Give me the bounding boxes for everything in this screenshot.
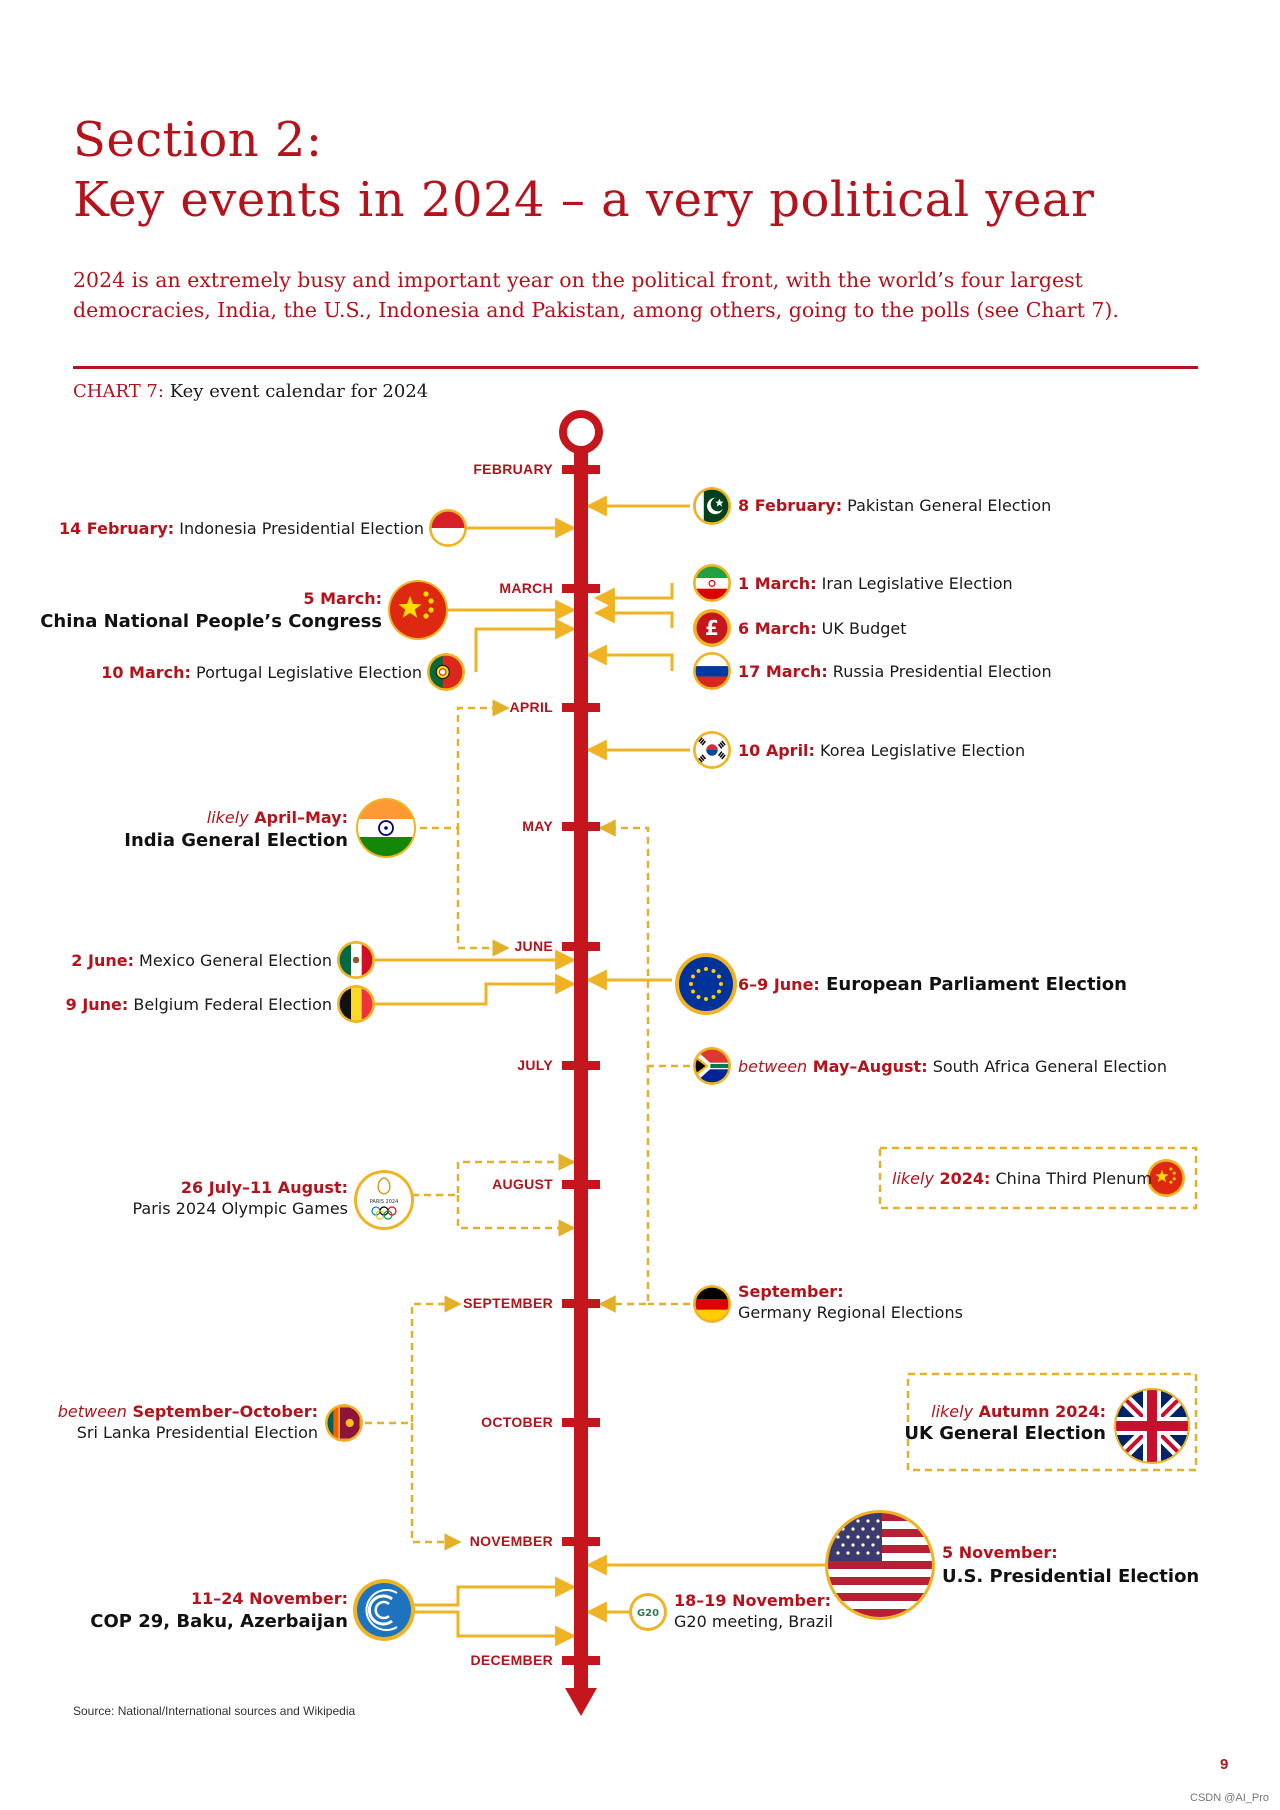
month-label-may: MAY	[522, 818, 553, 834]
event-date: 17 March:	[738, 662, 828, 681]
korea-flag-icon	[693, 731, 731, 769]
pound-icon	[693, 609, 731, 647]
eu-flag-icon	[675, 953, 737, 1015]
event-text: China Third Plenum	[990, 1169, 1152, 1188]
china-flag-icon	[388, 580, 448, 640]
event-pakistan	[738, 496, 1051, 515]
event-g20-text: G20 meeting, Brazil	[674, 1612, 833, 1631]
china-flag-icon	[1147, 1159, 1185, 1197]
us-flag-icon	[825, 1510, 935, 1620]
event-date: Autumn 2024:	[973, 1402, 1106, 1421]
event-sri-lanka-date	[58, 1402, 318, 1421]
month-label-february: FEBRUARY	[473, 461, 553, 477]
event-olympics-date	[181, 1178, 348, 1197]
section-title: Section 2:	[73, 112, 323, 168]
axis-arrow-icon	[565, 1688, 597, 1716]
event-iran	[738, 574, 1013, 593]
event-qualifier: likely	[206, 808, 249, 827]
source-note: Source: National/International sources and Wikipedia	[73, 1704, 356, 1718]
event-eu	[738, 974, 1127, 995]
event-date: 18–19 November:	[674, 1591, 832, 1610]
event-date: 6 March:	[738, 619, 817, 638]
watermark: CSDN @AI_Pro	[1190, 1792, 1270, 1804]
event-text: UK Budget	[816, 619, 907, 638]
event-date: 6–9 June:	[738, 975, 820, 994]
page-heading: Key events in 2024 – a very political year	[73, 172, 1095, 228]
event-russia	[738, 662, 1052, 681]
axis-start-circle	[563, 414, 599, 450]
event-portugal	[101, 663, 422, 682]
month-label-december: DECEMBER	[470, 1652, 553, 1668]
event-china-npc-text: China National People’s Congress	[40, 611, 382, 632]
event-text: Indonesia Presidential Election	[174, 519, 424, 538]
event-uk-election-text: UK General Election	[904, 1423, 1106, 1444]
event-date: 2024:	[933, 1169, 991, 1188]
month-label-june: JUNE	[514, 938, 553, 954]
event-cop29-text: COP 29, Baku, Azerbaijan	[90, 1611, 348, 1632]
event-korea	[738, 741, 1025, 760]
month-label-april: APRIL	[509, 699, 553, 715]
uk-flag-icon	[1114, 1388, 1190, 1464]
event-india-date	[207, 808, 348, 827]
event-date: 9 June:	[65, 995, 129, 1014]
mexico-flag-icon	[337, 941, 375, 979]
indonesia-flag-icon	[429, 509, 467, 547]
event-date: May–August:	[807, 1057, 928, 1076]
portugal-flag-icon	[427, 653, 465, 691]
event-belgium	[66, 995, 332, 1014]
event-text: Pakistan General Election	[842, 496, 1052, 515]
event-date: 11–24 November:	[190, 1589, 348, 1608]
event-olympics-text: Paris 2024 Olympic Games	[132, 1199, 348, 1218]
event-text: Iran Legislative Election	[816, 574, 1013, 593]
event-us-date	[942, 1543, 1058, 1562]
chart-title: Key event calendar for 2024	[169, 381, 429, 402]
intro-paragraph: 2024 is an extremely busy and important year on the political front, with the world’s four largest democracies, India, the U.S., Indonesia and Pakistan, among others, going to the polls (see Chart 7).	[73, 268, 1119, 322]
event-qualifier: between	[738, 1057, 808, 1076]
month-label-july: JULY	[517, 1057, 553, 1073]
month-label-september: SEPTEMBER	[463, 1295, 553, 1311]
event-date: 10 April:	[738, 741, 815, 760]
event-qualifier: likely	[931, 1402, 974, 1421]
event-date: 5 November:	[942, 1543, 1058, 1562]
event-cop29-date	[191, 1589, 348, 1608]
iran-flag-icon	[693, 564, 731, 602]
event-date: 8 February:	[738, 496, 843, 515]
event-germany-date	[738, 1282, 844, 1301]
event-sri-lanka-text: Sri Lanka Presidential Election	[76, 1423, 318, 1442]
germany-flag-icon	[693, 1285, 731, 1323]
event-date: April–May:	[248, 808, 348, 827]
south-africa-flag-icon	[693, 1047, 731, 1085]
event-south-africa	[738, 1057, 1167, 1076]
event-date: September–October:	[126, 1402, 318, 1421]
belgium-flag-icon	[337, 985, 375, 1023]
event-text: Belgium Federal Election	[128, 995, 332, 1014]
event-qualifier: between	[57, 1402, 127, 1421]
event-mexico	[71, 951, 332, 970]
event-india-text: India General Election	[124, 830, 348, 851]
page-number: 9	[1220, 1756, 1229, 1773]
event-date: September:	[738, 1282, 844, 1301]
event-g20-date	[674, 1591, 831, 1610]
g20-logo-text: G20	[636, 1608, 660, 1619]
event-text: Mexico General Election	[133, 951, 332, 970]
event-text: Russia Presidential Election	[827, 662, 1052, 681]
event-uk-election-date	[931, 1402, 1106, 1421]
svg-text:£: £	[705, 616, 719, 640]
sri-lanka-flag-icon	[325, 1404, 363, 1442]
event-text: South Africa General Election	[927, 1057, 1167, 1076]
event-us-text: U.S. Presidential Election	[942, 1566, 1200, 1587]
event-qualifier: likely	[892, 1169, 934, 1188]
event-text: European Parliament Election	[819, 974, 1127, 995]
event-date: 26 July–11 August:	[180, 1178, 348, 1197]
olympics-logo-text: PARIS 2024	[369, 1199, 399, 1205]
india-flag-icon	[356, 798, 416, 858]
month-label-march: MARCH	[499, 580, 553, 596]
event-date: 1 March:	[738, 574, 817, 593]
event-text: Portugal Legislative Election	[190, 663, 422, 682]
event-china-npc-date	[303, 589, 382, 608]
event-text: Korea Legislative Election	[814, 741, 1026, 760]
unfccc-logo-icon	[353, 1579, 415, 1641]
russia-flag-icon	[693, 652, 731, 690]
event-uk-budget	[738, 619, 907, 638]
pakistan-flag-icon	[693, 487, 731, 525]
g20-logo-icon	[629, 1593, 667, 1631]
event-date: 2 June:	[71, 951, 134, 970]
event-date: 10 March:	[101, 663, 191, 682]
chart-label: CHART 7:	[73, 381, 164, 402]
event-germany-text: Germany Regional Elections	[738, 1303, 963, 1322]
month-label-august: AUGUST	[492, 1176, 553, 1192]
event-date: 14 February:	[58, 519, 175, 538]
event-indonesia	[59, 519, 424, 538]
month-label-november: NOVEMBER	[469, 1533, 553, 1549]
event-china-plenum	[892, 1169, 1152, 1188]
olympics-logo-icon	[354, 1170, 414, 1230]
month-label-october: OCTOBER	[481, 1414, 553, 1430]
event-date: 5 March:	[303, 589, 382, 608]
